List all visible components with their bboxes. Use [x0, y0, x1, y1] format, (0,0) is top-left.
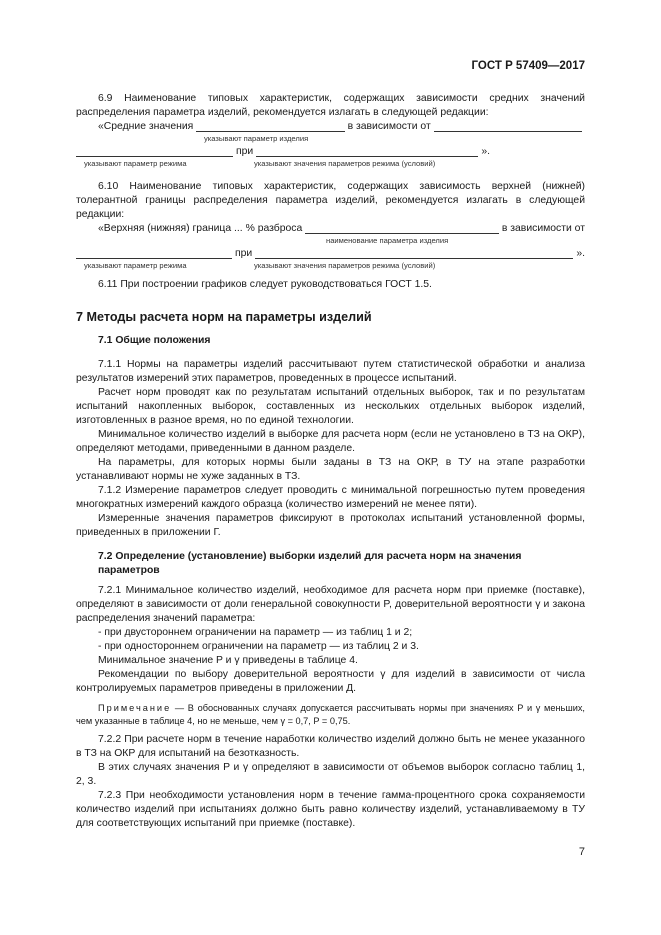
section-7-title: 7 Методы расчета норм на параметры изделий	[76, 310, 372, 324]
form-text: «Средние значения	[98, 121, 194, 132]
para-7-2-2b: В этих случаях значения P и γ определяют в зависимости от объемов выборок согласно таблиц 1, 2, 3.	[76, 762, 585, 787]
caption-row	[76, 236, 585, 247]
para-7-1-1c: Минимальное количество изделий в выборке для расчета норм (если не установлено в ТЗ на ОКР), определяют методами, приведенными в данном разделе.	[76, 429, 585, 454]
blank-caption: указывают параметр режима	[84, 159, 187, 168]
blank-caption: наименование параметра изделия	[326, 236, 449, 245]
page-number: 7	[578, 846, 585, 858]
blank-line	[76, 156, 233, 157]
subsection-7-1-title: 7.1 Общие положения	[98, 335, 211, 346]
form-text: при	[236, 146, 254, 157]
caption-row	[76, 261, 585, 272]
blank-line	[196, 131, 344, 132]
blank-line	[434, 131, 582, 132]
para-7-2-3: 7.2.3 При необходимости установления норм в течение гамма-процентного срока сохраняемости количество изделий при испытаниях должно быть равно количеству изделий, устанавливаемому в ТУ для соответствующих испытаний при приемке (поставке).	[76, 790, 585, 829]
subsection-7-2-title: 7.2 Определение (установление) выборки изделий для расчета норм на значения параметров	[98, 551, 522, 576]
caption-row	[76, 159, 585, 170]
para-7-2-1b: Минимальное значение P и γ приведены в таблице 4.	[98, 655, 358, 666]
form-line-3	[76, 222, 585, 236]
blank-caption: указывают значения параметров режима (условий)	[254, 261, 436, 270]
para-6-11: 6.11 При построении графиков следует руководствоваться ГОСТ 1.5.	[98, 279, 432, 290]
page-content	[76, 92, 585, 831]
form-text: «Верхняя (нижняя) граница ... % разброса	[98, 223, 303, 234]
blank-line	[76, 258, 232, 259]
blank-line	[255, 258, 573, 259]
list-item: - при двустороннем ограничении на параметр — из таблиц 1 и 2;	[98, 627, 413, 638]
para-7-1-1d: На параметры, для которых нормы были заданы в ТЗ на ОКР, в ТУ на этапе разработки устанавливают нормы не хуже заданных в ТЗ.	[76, 457, 585, 482]
form-line-2	[76, 145, 585, 159]
para-7-1-1: 7.1.1 Нормы на параметры изделий рассчитывают путем статистической обработки и анализа результатов измерений этих параметров, проведенных в процессе испытаний.	[76, 359, 585, 384]
para-6-10: 6.10 Наименование типовых характеристик, содержащих зависимость верхней (нижней) толерантной границы распределения параметра изделий, рекомендуется излагать в следующей редакции:	[76, 181, 585, 220]
form-line-4	[76, 247, 585, 261]
blank-caption: указывают значения параметров режима (условий)	[254, 159, 436, 168]
list-item: - при одностороннем ограничении на параметр — из таблиц 2 и 3.	[98, 641, 419, 652]
form-text: в зависимости от	[501, 223, 585, 234]
para-7-2-1c: Рекомендации по выбору доверительной вероятности γ для изделий в зависимости от числа контролируемых параметров приведены в приложении Д.	[76, 669, 585, 694]
blank-caption: указывают параметр изделия	[204, 134, 309, 143]
para-7-1-2: 7.1.2 Измерение параметров следует проводить с минимальной погрешностью путем проведения многократных измерений каждого образца (количество измерений не менее пяти).	[76, 485, 585, 510]
note	[76, 702, 585, 727]
blank-caption: указывают параметр режима	[84, 261, 187, 270]
para-7-1-1b: Расчет норм проводят как по результатам испытаний отдельных выборок, так и по результатам испытаний накопленных выборок, составленных из нескольких отдельных выборок изделий, изготовленных в разное время, но по единой технологии.	[76, 387, 585, 426]
standard-header: ГОСТ Р 57409—2017	[471, 60, 585, 72]
form-line-1	[76, 120, 585, 134]
para-7-2-2: 7.2.2 При расчете норм в течение наработки количество изделий должно быть не менее указанного в ТЗ на ОКР для испытаний на безотказность.	[76, 734, 585, 759]
para-6-9: 6.9 Наименование типовых характеристик, содержащих зависимости средних значений распределения параметра изделий, рекомендуется излагать в следующей редакции:	[76, 93, 585, 118]
form-text: ».	[576, 248, 585, 259]
form-text: при	[235, 248, 253, 259]
para-7-2-1: 7.2.1 Минимальное количество изделий, необходимое для расчета норм при приемке (поставке), определяют в зависимости от доли генеральной совокупности P, доверительной вероятности γ и закона распределения значений параметра:	[76, 585, 585, 624]
blank-line	[256, 156, 478, 157]
blank-line	[305, 233, 499, 234]
caption-row	[76, 134, 585, 145]
form-text: в зависимости от	[347, 121, 431, 132]
note-label: Примечание	[98, 703, 172, 713]
para-7-1-2b: Измеренные значения параметров фиксируют в протоколах испытаний установленной формы, приведенных в приложении Г.	[76, 513, 585, 538]
form-text: ».	[481, 146, 490, 157]
note-text: — В обоснованных случаях допускается рассчитывать нормы при значениях P и γ меньших, чем указанные в таблице 4, но не меньше, чем γ = 0,7, P = 0,75.	[76, 703, 585, 726]
